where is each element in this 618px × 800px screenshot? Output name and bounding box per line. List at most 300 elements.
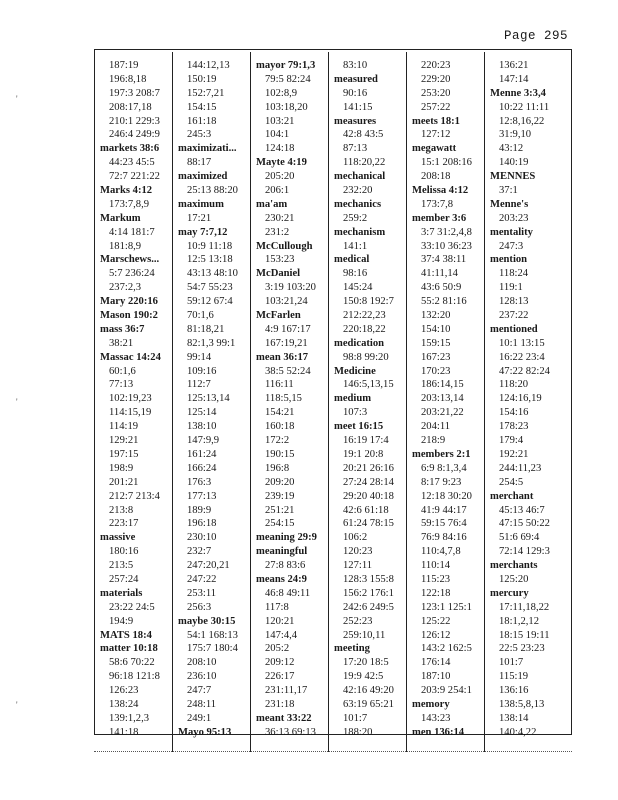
index-reference: 124:16,19: [499, 393, 542, 405]
index-reference: 173:7,8,9: [109, 198, 150, 210]
index-reference: 90:16: [343, 87, 368, 99]
index-reference: 118:5,15: [265, 393, 302, 405]
index-reference: 4:9 167:17: [265, 323, 311, 335]
index-reference: 103:21,24: [265, 296, 308, 308]
index-term: mentality: [490, 226, 533, 238]
tick-mark: ': [16, 700, 18, 710]
index-reference: 167:19,21: [265, 337, 308, 349]
index-reference: 231:11,17: [265, 685, 308, 697]
index-reference: 81:18,21: [187, 323, 225, 335]
index-term: MENNES: [490, 171, 536, 183]
index-reference: 153:23: [265, 254, 295, 266]
index-reference: 58:6 70:22: [109, 657, 155, 669]
index-reference: 140:4,22: [499, 726, 537, 738]
index-reference: 209:12: [265, 657, 295, 669]
index-term: mechanics: [334, 198, 382, 210]
index-reference: 150:19: [187, 73, 217, 85]
index-reference: 160:18: [265, 421, 295, 433]
index-reference: 175:7 180:4: [187, 643, 238, 655]
index-reference: 10:9 11:18: [187, 240, 233, 252]
index-reference: 205:20: [265, 171, 295, 183]
index-reference: 126:23: [109, 685, 139, 697]
index-reference: 254:5: [499, 476, 524, 488]
index-reference: 247:22: [187, 573, 217, 585]
index-reference: 190:15: [265, 448, 295, 460]
index-reference: 79:5 82:24: [265, 73, 311, 85]
index-term: meet 16:15: [334, 421, 384, 433]
index-reference: 114:19: [109, 421, 139, 433]
index-reference: 247:20,21: [187, 560, 230, 572]
index-reference: 76:9 84:16: [421, 532, 467, 544]
index-reference: 140:19: [499, 157, 529, 169]
index-reference: 60:1,6: [109, 365, 136, 377]
index-reference: 161:24: [187, 448, 217, 460]
index-reference: 38:5 52:24: [265, 365, 311, 377]
index-reference: 220:18,22: [343, 323, 386, 335]
index-reference: 203:21,22: [421, 407, 464, 419]
index-reference: 150:8 192:7: [343, 296, 394, 308]
index-reference: 212:22,23: [343, 310, 386, 322]
index-reference: 118:24: [499, 268, 529, 280]
index-reference: 8:17 9:23: [421, 476, 462, 488]
index-reference: 156:2 176:1: [343, 587, 394, 599]
index-reference: 129:21: [109, 435, 139, 447]
index-term: medium: [334, 393, 372, 405]
index-reference: 145:24: [343, 282, 373, 294]
index-reference: 204:11: [421, 421, 451, 433]
index-reference: 246:4 249:9: [109, 129, 160, 141]
index-reference: 127:12: [421, 129, 451, 141]
index-reference: 119:1: [499, 282, 523, 294]
index-reference: 208:17,18: [109, 101, 152, 113]
index-reference: 136:21: [499, 60, 529, 71]
index-reference: 82:1,3 99:1: [187, 337, 236, 349]
index-reference: 257:22: [421, 101, 451, 113]
index-term: measures: [334, 115, 377, 127]
index-reference: 196:8: [265, 462, 290, 474]
index-column: [412, 59, 490, 740]
index-reference: 226:17: [265, 671, 295, 683]
index-reference: 126:12: [421, 629, 451, 641]
index-reference: 15:1 208:16: [421, 157, 472, 169]
footer-rule: [94, 751, 572, 752]
index-reference: 110:14: [421, 560, 451, 572]
index-term: maximizati...: [178, 143, 237, 155]
index-reference: 29:20 40:18: [343, 490, 394, 502]
index-reference: 141:1: [343, 240, 368, 252]
index-reference: 10:1 13:15: [499, 337, 545, 349]
index-reference: 205:2: [265, 643, 290, 655]
index-reference: 247:3: [499, 240, 524, 252]
index-term: meets 18:1: [412, 115, 460, 127]
index-reference: 42:8 43:5: [343, 129, 384, 141]
index-reference: 25:13 88:20: [187, 185, 238, 197]
index-reference: 236:10: [187, 671, 217, 683]
index-reference: 186:14,15: [421, 379, 464, 391]
index-reference: 102:19,23: [109, 393, 152, 405]
index-reference: 189:9: [187, 504, 212, 516]
tick-mark: ': [16, 94, 18, 104]
index-reference: 44:23 45:5: [109, 157, 155, 169]
index-reference: 42:6 61:18: [343, 504, 389, 516]
index-reference: 120:23: [343, 546, 373, 558]
index-reference: 23:22 24:5: [109, 601, 155, 613]
index-reference: 147:4,4: [265, 629, 298, 641]
index-term: memory: [412, 698, 450, 710]
index-reference: 72:14 129:3: [499, 546, 550, 558]
index-reference: 203:23: [499, 212, 529, 224]
index-reference: 251:21: [265, 504, 295, 516]
index-reference: 252:23: [343, 615, 373, 627]
index-term: meaningful: [256, 546, 308, 558]
index-reference: 176:14: [421, 657, 451, 669]
index-term: mention: [490, 254, 528, 266]
index-reference: 138:24: [109, 698, 139, 710]
index-reference: 18:15 19:11: [499, 629, 550, 641]
index-reference: 154:15: [187, 101, 217, 113]
index-reference: 152:7,21: [187, 87, 225, 99]
index-term: may 7:7,12: [178, 226, 228, 238]
index-reference: 257:24: [109, 573, 139, 585]
index-reference: 196:18: [187, 518, 217, 530]
index-reference: 87:13: [343, 143, 368, 155]
index-term: Marks 4:12: [100, 185, 153, 197]
index-reference: 138:14: [499, 712, 529, 724]
index-column: [334, 59, 412, 740]
index-reference: 118:20,22: [343, 157, 386, 169]
index-reference: 229:20: [421, 73, 451, 85]
index-reference: 70:1,6: [187, 310, 214, 322]
index-reference: 154:16: [499, 407, 529, 419]
index-reference: 98:8 99:20: [343, 351, 389, 363]
index-reference: 98:16: [343, 268, 368, 280]
index-reference: 103:18,20: [265, 101, 308, 113]
index-reference: 47:22 82:24: [499, 365, 550, 377]
index-term: meaning 29:9: [256, 532, 317, 544]
index-reference: 154:21: [265, 407, 295, 419]
index-reference: 245:3: [187, 129, 212, 141]
index-term: meant 33:22: [256, 712, 312, 724]
index-reference: 259:10,11: [343, 629, 386, 641]
index-reference: 208:10: [187, 657, 217, 669]
index-reference: 3:7 31:2,4,8: [421, 226, 472, 238]
index-reference: 187:10: [421, 671, 451, 683]
index-reference: 254:15: [265, 518, 295, 530]
index-reference: 107:3: [343, 407, 368, 419]
index-reference: 187:19: [109, 60, 139, 71]
index-reference: 143:2 162:5: [421, 643, 472, 655]
index-reference: 220:23: [421, 60, 451, 71]
index-reference: 27:8 83:6: [265, 560, 306, 572]
index-reference: 125:22: [421, 615, 451, 627]
index-reference: 61:24 78:15: [343, 518, 394, 530]
index-reference: 141:18: [109, 726, 139, 738]
index-reference: 115:19: [499, 671, 529, 683]
index-column: [490, 59, 568, 740]
index-term: maybe 30:15: [178, 615, 236, 627]
index-reference: 232:7: [187, 546, 212, 558]
index-term: Markum: [100, 212, 141, 224]
index-reference: 110:4,7,8: [421, 546, 461, 558]
index-term: means 24:9: [256, 573, 307, 585]
index-reference: 16:19 17:4: [343, 435, 389, 447]
index-reference: 231:2: [265, 226, 290, 238]
index-reference: 22:5 23:23: [499, 643, 545, 655]
index-term: mayor 79:1,3: [256, 60, 316, 71]
index-reference: 213:5: [109, 560, 134, 572]
index-reference: 197:15: [109, 448, 139, 460]
index-term: Massac 14:24: [100, 351, 161, 363]
index-term: Menne's: [490, 198, 529, 210]
index-reference: 177:13: [187, 490, 217, 502]
index-reference: 127:11: [343, 560, 373, 572]
index-term: materials: [100, 587, 143, 599]
index-reference: 102:8,9: [265, 87, 298, 99]
index-reference: 198:9: [109, 462, 134, 474]
index-reference: 124:18: [265, 143, 295, 155]
index-reference: 96:18 121:8: [109, 671, 160, 683]
index-term: massive: [100, 532, 136, 544]
index-reference: 19:1 20:8: [343, 448, 384, 460]
index-term: megawatt: [412, 143, 457, 155]
index-reference: 10:22 11:11: [499, 101, 550, 113]
index-reference: 125:14: [187, 407, 217, 419]
index-reference: 41:11,14: [421, 268, 458, 280]
index-reference: 128:13: [499, 296, 529, 308]
index-reference: 122:18: [421, 587, 451, 599]
index-reference: 218:9: [421, 435, 446, 447]
index-reference: 147:9,9: [187, 435, 220, 447]
index-reference: 33:10 36:23: [421, 240, 472, 252]
index-reference: 37:4 38:11: [421, 254, 467, 266]
index-reference: 117:8: [265, 601, 289, 613]
index-term: mentioned: [490, 323, 538, 335]
index-term: member 3:6: [412, 212, 467, 224]
index-reference: 36:13 69:13: [265, 726, 316, 738]
index-reference: 101:7: [343, 712, 368, 724]
index-reference: 141:15: [343, 101, 373, 113]
index-reference: 230:21: [265, 212, 295, 224]
index-term: mass 36:7: [100, 323, 145, 335]
index-reference: 104:1: [265, 129, 290, 141]
index-reference: 125:20: [499, 573, 529, 585]
index-term: Mayo 95:13: [178, 726, 232, 738]
index-reference: 192:21: [499, 448, 529, 460]
index-reference: 166:24: [187, 462, 217, 474]
index-reference: 4:14 181:7: [109, 226, 155, 238]
index-term: Mason 190:2: [100, 310, 158, 322]
index-reference: 212:7 213:4: [109, 490, 160, 502]
index-reference: 208:18: [421, 171, 451, 183]
index-reference: 203:9 254:1: [421, 685, 472, 697]
index-reference: 99:14: [187, 351, 212, 363]
index-reference: 179:4: [499, 435, 524, 447]
index-term: MATS 18:4: [100, 629, 152, 641]
index-reference: 242:6 249:5: [343, 601, 394, 613]
index-term: Menne 3:3,4: [490, 87, 546, 99]
index-reference: 176:3: [187, 476, 212, 488]
index-reference: 101:7: [499, 657, 524, 669]
index-reference: 138:10: [187, 421, 217, 433]
index-reference: 109:16: [187, 365, 217, 377]
index-reference: 55:2 81:16: [421, 296, 467, 308]
index-reference: 38:21: [109, 337, 134, 349]
index-reference: 12:18 30:20: [421, 490, 472, 502]
index-reference: 147:14: [499, 73, 529, 85]
index-reference: 27:24 28:14: [343, 476, 394, 488]
index-term: measured: [334, 73, 378, 85]
index-term: medical: [334, 254, 370, 266]
index-reference: 237:22: [499, 310, 529, 322]
index-reference: 209:20: [265, 476, 295, 488]
index-reference: 103:21: [265, 115, 295, 127]
index-reference: 59:12 67:4: [187, 296, 233, 308]
index-reference: 17:11,18,22: [499, 601, 550, 613]
index-reference: 206:1: [265, 185, 290, 197]
index-reference: 3:19 103:20: [265, 282, 316, 294]
index-reference: 167:23: [421, 351, 451, 363]
index-reference: 43:12: [499, 143, 524, 155]
tick-mark: ': [16, 397, 18, 407]
index-reference: 118:20: [499, 379, 529, 391]
index-reference: 54:1 168:13: [187, 629, 238, 641]
index-reference: 125:13,14: [187, 393, 230, 405]
index-reference: 154:10: [421, 323, 451, 335]
index-term: McDaniel: [256, 268, 301, 280]
index-reference: 83:10: [343, 60, 368, 71]
index-reference: 201:21: [109, 476, 139, 488]
index-reference: 77:13: [109, 379, 134, 391]
index-term: medication: [334, 337, 385, 349]
index-reference: 247:7: [187, 685, 212, 697]
index-reference: 47:15 50:22: [499, 518, 550, 530]
index-column: [100, 59, 178, 740]
index-reference: 46:8 49:11: [265, 587, 311, 599]
index-term: mechanism: [334, 226, 386, 238]
index-term: matter 10:18: [100, 643, 158, 655]
index-reference: 19:9 42:5: [343, 671, 384, 683]
index-reference: 123:1 125:1: [421, 601, 472, 613]
index-reference: 197:3 208:7: [109, 87, 160, 99]
index-reference: 213:8: [109, 504, 134, 516]
index-reference: 259:2: [343, 212, 368, 224]
index-reference: 231:18: [265, 698, 295, 710]
index-term: Mary 220:16: [100, 296, 158, 308]
index-reference: 106:2: [343, 532, 368, 544]
index-term: mean 36:17: [256, 351, 309, 363]
index-term: members 2:1: [412, 448, 471, 460]
index-reference: 203:13,14: [421, 393, 464, 405]
index-reference: 138:5,8,13: [499, 698, 545, 710]
index-reference: 253:20: [421, 87, 451, 99]
index-reference: 115:23: [421, 573, 451, 585]
index-reference: 63:19 65:21: [343, 698, 394, 710]
index-reference: 139:1,2,3: [109, 712, 150, 724]
index-reference: 114:15,19: [109, 407, 152, 419]
index-reference: 161:18: [187, 115, 217, 127]
index-reference: 31:9,10: [499, 129, 532, 141]
index-term: Marschews...: [100, 254, 160, 266]
index-reference: 173:7,8: [421, 198, 454, 210]
index-reference: 194:9: [109, 615, 134, 627]
index-reference: 244:11,23: [499, 462, 542, 474]
index-reference: 43:13 48:10: [187, 268, 238, 280]
index-term: ma'am: [256, 198, 288, 210]
index-reference: 143:23: [421, 712, 451, 724]
index-reference: 59:15 76:4: [421, 518, 467, 530]
index-term: men 136:14: [412, 726, 465, 738]
page-number: Page 295: [503, 29, 568, 43]
index-term: meeting: [334, 643, 370, 655]
index-reference: 43:6 50:9: [421, 282, 462, 294]
index-term: mechanical: [334, 171, 386, 183]
index-reference: 112:7: [187, 379, 211, 391]
index-reference: 196:8,18: [109, 73, 147, 85]
index-column: [178, 59, 256, 740]
index-term: Medicine: [334, 365, 376, 377]
index-reference: 180:16: [109, 546, 139, 558]
index-term: merchant: [490, 490, 534, 502]
index-reference: 45:13 46:7: [499, 504, 545, 516]
index-reference: 159:15: [421, 337, 451, 349]
index-reference: 170:23: [421, 365, 451, 377]
index-reference: 181:8,9: [109, 240, 142, 252]
index-reference: 146:5,13,15: [343, 379, 394, 391]
index-reference: 172:2: [265, 435, 290, 447]
index-reference: 232:20: [343, 185, 373, 197]
index-reference: 20:21 26:16: [343, 462, 394, 474]
index-term: maximum: [178, 198, 224, 210]
index-reference: 54:7 55:23: [187, 282, 233, 294]
index-term: markets 38:6: [100, 143, 160, 155]
index-reference: 132:20: [421, 310, 451, 322]
index-reference: 249:1: [187, 712, 212, 724]
index-reference: 12:8,16,22: [499, 115, 545, 127]
index-reference: 17:21: [187, 212, 212, 224]
index-term: maximized: [178, 171, 228, 183]
index-reference: 144:12,13: [187, 60, 230, 71]
index-reference: 51:6 69:4: [499, 532, 540, 544]
index-reference: 248:11: [187, 698, 217, 710]
index-reference: 136:16: [499, 685, 529, 697]
index-reference: 18:1,2,12: [499, 615, 540, 627]
index-reference: 12:5 13:18: [187, 254, 233, 266]
index-reference: 210:1 229:3: [109, 115, 160, 127]
index-reference: 237:2,3: [109, 282, 142, 294]
index-reference: 253:11: [187, 587, 217, 599]
index-reference: 72:7 221:22: [109, 171, 160, 183]
index-reference: 178:23: [499, 421, 529, 433]
index-reference: 42:16 49:20: [343, 685, 394, 697]
index-reference: 17:20 18:5: [343, 657, 389, 669]
index-term: McFarlen: [256, 310, 301, 322]
index-reference: 128:3 155:8: [343, 573, 394, 585]
index-reference: 41:9 44:17: [421, 504, 467, 516]
index-reference: 256:3: [187, 601, 212, 613]
index-reference: 16:22 23:4: [499, 351, 545, 363]
index-column: [256, 59, 334, 740]
index-reference: 88:17: [187, 157, 212, 169]
index-reference: 230:10: [187, 532, 217, 544]
index-term: mercury: [490, 587, 529, 599]
index-term: merchants: [490, 560, 538, 572]
index-term: Mayte 4:19: [256, 157, 307, 169]
index-reference: 37:1: [499, 185, 518, 197]
index-reference: 116:11: [265, 379, 294, 391]
index-reference: 6:9 8:1,3,4: [421, 462, 467, 474]
index-reference: 223:17: [109, 518, 139, 530]
index-reference: 239:19: [265, 490, 295, 502]
